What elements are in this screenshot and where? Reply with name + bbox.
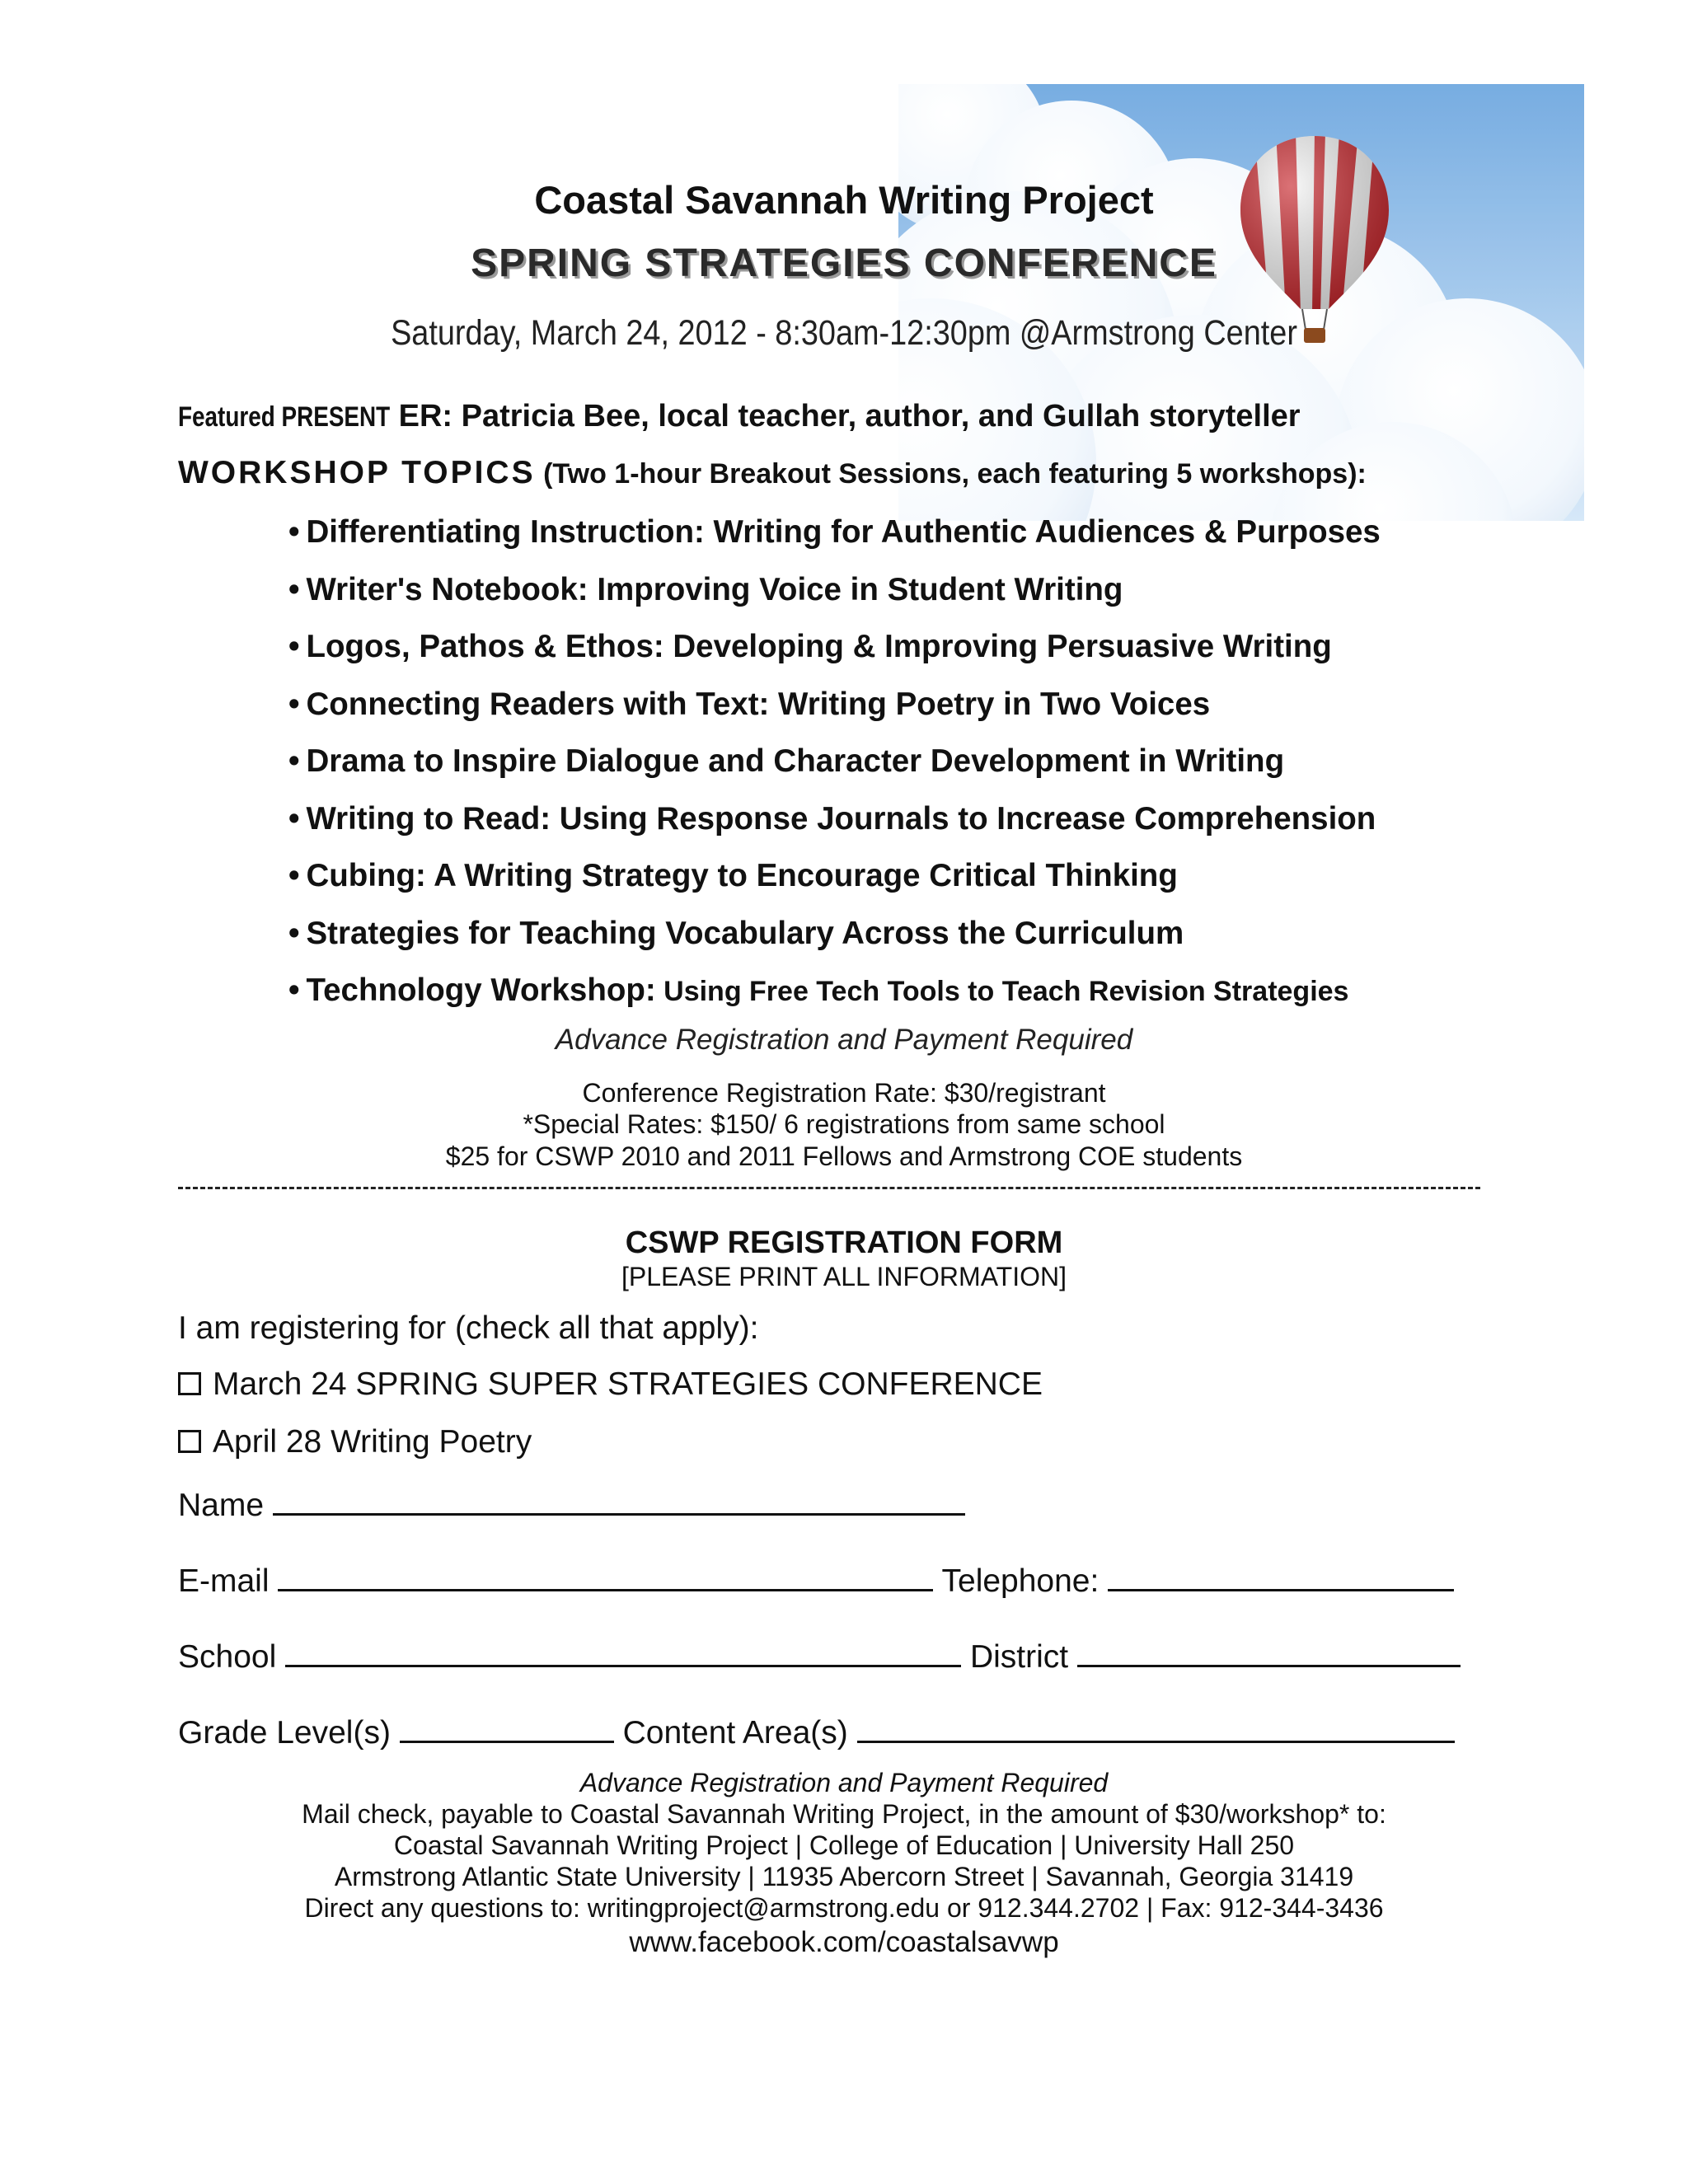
presenter-label: Featured PRESENT xyxy=(178,401,391,433)
registering-label: I am registering for (check all that apply): xyxy=(178,1310,759,1346)
email-row xyxy=(178,1559,1454,1600)
option-april-28: April 28 Writing Poetry xyxy=(178,1424,532,1460)
mail-address-line-1: Coastal Savannah Writing Project | College of Education | University Hall 250 xyxy=(393,1830,1295,1860)
facebook-link[interactable]: www.facebook.com/coastalsavwp xyxy=(629,1926,1059,1958)
email-field[interactable] xyxy=(278,1559,933,1591)
district-field[interactable] xyxy=(1077,1635,1461,1667)
presenter-text: : Patricia Bee, local teacher, author, and Gullah storyteller xyxy=(442,399,1301,434)
name-field[interactable] xyxy=(273,1483,965,1516)
featured-presenter xyxy=(178,399,1301,434)
content-area-label: Content Area(s) xyxy=(622,1715,848,1750)
form-subtitle: [PLEASE PRINT ALL INFORMATION] xyxy=(621,1262,1067,1291)
topics-label: WORKSHOP TOPICS xyxy=(178,455,536,490)
option-march-24: March 24 SPRING SUPER STRATEGIES CONFERENCE xyxy=(178,1366,1043,1403)
contact-line: Direct any questions to: writingproject@armstrong.edu or 912.344.2702 | Fax: 912-344-3436 xyxy=(304,1893,1384,1923)
checkbox-icon[interactable] xyxy=(178,1372,201,1395)
advance-registration-note: Advance Registration and Payment Required xyxy=(555,1024,1133,1056)
presenter-label-tail: ER xyxy=(398,399,443,434)
school-label: School xyxy=(178,1639,277,1675)
list-item: • Strategies for Teaching Vocabulary Across the Curriculum xyxy=(288,915,1184,951)
list-item: • Writing to Read: Using Response Journals to Increase Comprehension xyxy=(288,800,1376,837)
name-label: Name xyxy=(178,1488,265,1523)
fellows-rate: $25 for CSWP 2010 and 2011 Fellows and Armstrong COE students xyxy=(445,1141,1243,1171)
workshop-list xyxy=(288,509,1381,1025)
grade-label: Grade Level(s) xyxy=(178,1715,391,1750)
form-title: CSWP REGISTRATION FORM xyxy=(625,1226,1063,1260)
grade-row xyxy=(178,1711,1455,1751)
bullet: • xyxy=(288,858,300,893)
bullet: • xyxy=(288,514,300,550)
mail-instructions: Mail check, payable to Coastal Savannah Writing Project, in the amount of $30/workshop* to: xyxy=(302,1799,1386,1829)
bullet: • xyxy=(288,743,300,779)
telephone-field[interactable] xyxy=(1108,1559,1454,1591)
workshop-topics-heading xyxy=(178,455,1367,491)
list-item: • Logos, Pathos & Ethos: Developing & Improving Persuasive Writing xyxy=(288,629,1332,664)
cut-line-divider xyxy=(178,1187,1480,1189)
conference-title: SPRING STRATEGIES CONFERENCE xyxy=(471,241,1217,285)
checkbox-icon[interactable] xyxy=(178,1430,201,1453)
registration-rate: Conference Registration Rate: $30/registrant xyxy=(582,1078,1106,1108)
list-item: • Cubing: A Writing Strategy to Encourage Critical Thinking xyxy=(288,858,1178,893)
list-item: • Differentiating Instruction: Writing for Authentic Audiences & Purposes xyxy=(288,514,1381,550)
list-item: • Drama to Inspire Dialogue and Character Development in Writing xyxy=(288,743,1285,779)
bullet: • xyxy=(288,915,300,951)
mail-address-line-2: Armstrong Atlantic State University | 11935 Abercorn Street | Savannah, Georgia 31419 xyxy=(334,1862,1354,1891)
bullet: • xyxy=(288,800,300,837)
telephone-label: Telephone: xyxy=(941,1563,1100,1599)
conference-date: Saturday, March 24, 2012 - 8:30am-12:30pm @Armstrong Center xyxy=(391,313,1297,353)
bullet: • xyxy=(288,629,300,664)
advance-registration-note-footer: Advance Registration and Payment Required xyxy=(579,1768,1109,1797)
email-label: E-mail xyxy=(178,1563,270,1599)
bullet: • xyxy=(288,972,300,1008)
district-label: District xyxy=(969,1639,1069,1675)
content-area-field[interactable] xyxy=(857,1711,1455,1743)
school-field[interactable] xyxy=(285,1635,961,1667)
list-item: • Technology Workshop: Using Free Tech Tools to Teach Revision Strategies xyxy=(288,972,1349,1008)
list-item: • Writer's Notebook: Improving Voice in Student Writing xyxy=(288,571,1123,607)
school-row xyxy=(178,1635,1461,1675)
grade-field[interactable] xyxy=(400,1711,614,1743)
topics-note: (Two 1-hour Breakout Sessions, each featuring 5 workshops): xyxy=(535,458,1367,490)
name-row xyxy=(178,1483,965,1524)
bullet: • xyxy=(288,686,300,722)
org-title: Coastal Savannah Writing Project xyxy=(534,178,1154,222)
bullet: • xyxy=(288,571,300,607)
special-rate: *Special Rates: $150/ 6 registrations from same school xyxy=(523,1109,1165,1139)
list-item: • Connecting Readers with Text: Writing Poetry in Two Voices xyxy=(288,686,1211,722)
